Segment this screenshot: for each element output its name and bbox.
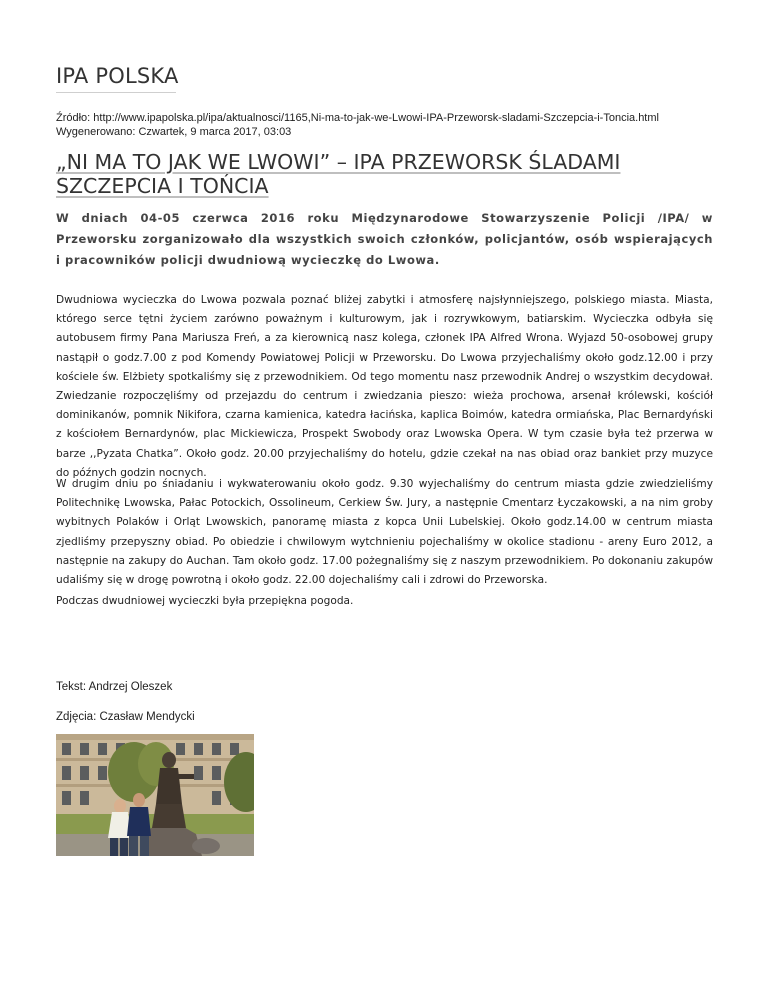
text-credit: Tekst: Andrzej Oleszek	[56, 681, 173, 693]
article-paragraph-2: W drugim dniu po śniadaniu i wykwaterowaniu około godz. 9.30 wyjechaliśmy do centrum miasta gdzie zwiedzieliśmy Politechnikę Lwowska, Pałac Potockich, Ossolineum, Cerkiew Św. Jury, a następnie Cmentarz Łyczakowski, a na nim groby wybitnych Polaków i Orląt Lwowskich, panoramę miasta z kopca Unii Lubelskiej. Około godz.14.00 w centrum miasta zjedliśmy przepyszny obiad. Po obiedzie i chwilowym wytchnieniu pojechaliśmy w okolice stadionu - areny Euro 2012, a następnie na zakupy do Auchan. Tam około godz. 17.00 pożegnaliśmy się z naszym przewodnikiem. Po dokonaniu zakupów udaliśmy się w drogę powrotną i około godz. 22.00 dojechaliśmy cali i zdrowi do Przeworska.	[56, 478, 713, 587]
article-paragraph-3: Podczas dwudniowej wycieczki była przepiękna pogoda.	[56, 595, 354, 607]
generated-line: Wygenerowano: Czwartek, 9 marca 2017, 03:03	[56, 126, 292, 138]
site-title-divider	[56, 92, 176, 93]
article-lead: W dniach 04-05 czerwca 2016 roku Międzynarodowe Stowarzyszenie Policji /IPA/ w Przeworsku zorganizowało dla wszystkich swoich członków, policjantów, osób wspierających i pracowników policji dwudniową wycieczkę do Lwowa.	[56, 211, 713, 267]
source-line: Źródło: http://www.ipapolska.pl/ipa/aktualnosci/1165,Ni-ma-to-jak-we-Lwowi-IPA-Przeworsk-sladami-Szczepcia-i-Toncia.html	[56, 112, 659, 124]
photo-credit: Zdjęcia: Czasław Mendycki	[56, 711, 195, 723]
article-title: „NI MA TO JAK WE LWOWI” – IPA PRZEWORSK ŚLADAMI SZCZEPCIA I TOŃCIA	[56, 150, 621, 198]
article-photo	[56, 734, 254, 856]
document-meta	[56, 111, 713, 139]
article-paragraph-1: Dwudniowa wycieczka do Lwowa pozwala poznać bliżej zabytki i atmosferę najsłynniejszego, polskiego miasta. Miasta, którego serce tętni życiem zarówno poważnym i kulturowym, jak i rozrywkowym, batiarskim. Wycieczka odbyła się autobusem firmy Pana Mariusza Freń, a za kierownicą nasz kolega, członek IPA Alfred Wrona. Wyjazd 50-osobowej grupy nastąpił o godz.7.00 z pod Komendy Powiatowej Policji w Przeworsku. Do Lwowa przyjechaliśmy około godz.12.00 i przy kościele św. Elżbiety spotkaliśmy się z przewodnikiem. Od tego momentu nasz przewodnik Andrej o wszystkim decydował. Zwiedzanie rozpoczęliśmy od przejazdu do centrum i zwiedzania pieszo: wieża prochowa, arsenał królewski, kościół dominikanów, pomnik Nikifora, czarna kamienica, katedra łacińska, kaplica Boimów, katedra ormiańska, Plac Bernardyński z kościołem Bernardynów, plac Mickiewicza, Prospekt Swobody oraz Lwowska Opera. W tym czasie była też przerwa w barze ,,Pyzata Chatka”. Około godz. 20.00 przyjechaliśmy do hotelu, gdzie czekał na nas obiad oraz bankiet przy muzyce do późnych godzin nocnych.	[56, 294, 713, 479]
site-title: IPA POLSKA	[56, 64, 179, 88]
